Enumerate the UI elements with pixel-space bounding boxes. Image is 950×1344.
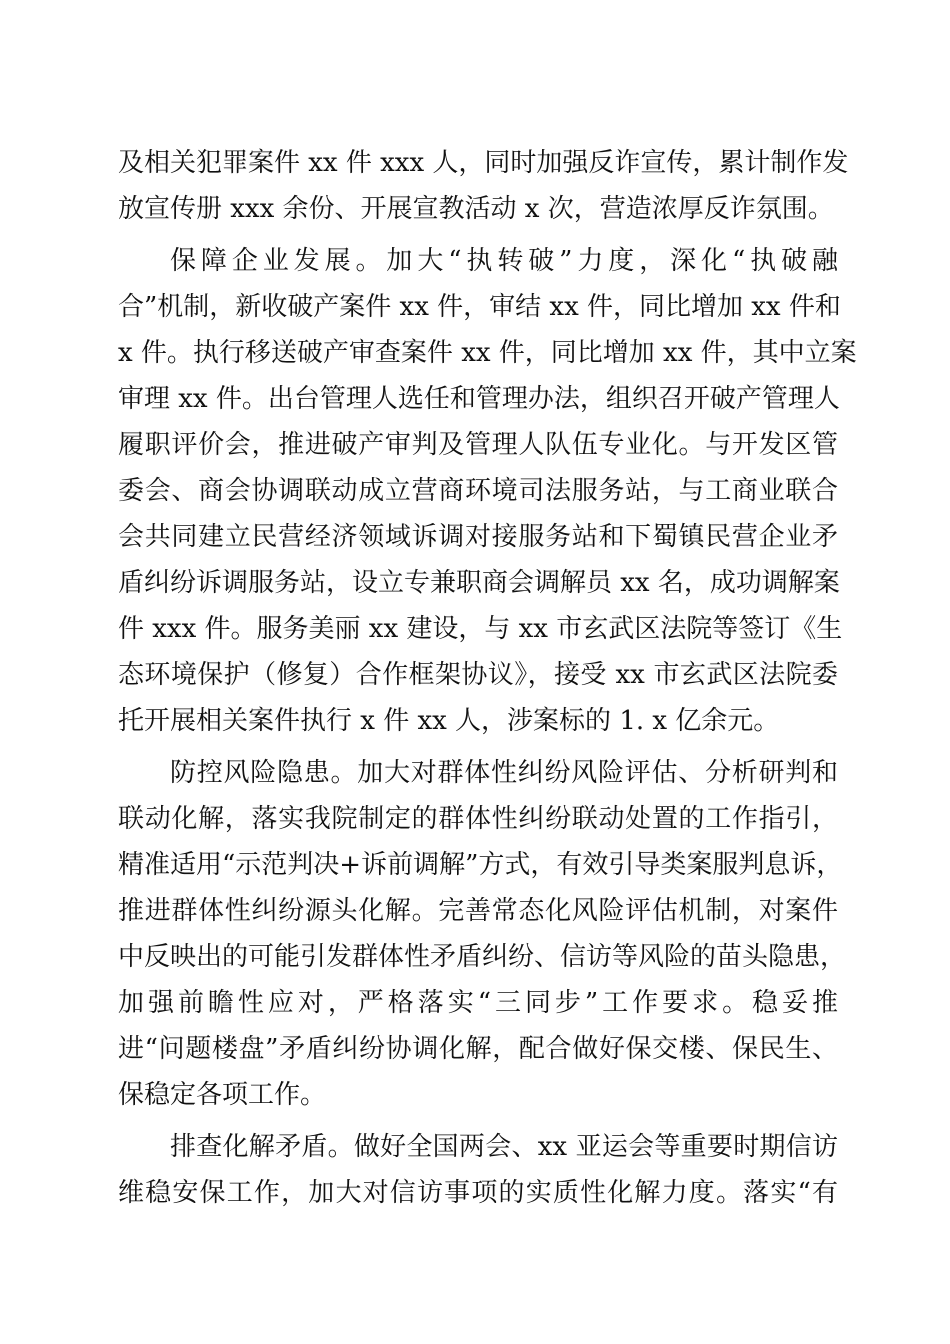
- text-line: 委会、商会协调联动成立营商环境司法服务站，与工商业联合: [118, 476, 838, 506]
- text-line: x 件。执行移送破产审查案件 xx 件，同比增加 xx 件，其中立案: [118, 338, 857, 368]
- text-line: 保障企业发展。加大“执转破”力度，深化“执破融: [170, 246, 838, 276]
- text-line: 托开展相关案件执行 x 件 xx 人，涉案标的 1. x 亿余元。: [118, 706, 780, 736]
- text-line: 保稳定各项工作。: [118, 1080, 327, 1110]
- text-line: 推进群体性纠纷源头化解。完善常态化风险评估机制，对案件: [118, 896, 838, 926]
- anti-fraud-paragraph-tail: [118, 140, 849, 232]
- text-line: 维稳安保工作，加大对信访事项的实质性化解力度。落实“有: [118, 1178, 838, 1208]
- text-line: 精准适用“示范判决+诉前调解”方式，有效引导类案服判息诉，: [118, 850, 843, 880]
- text-line: 中反映出的可能引发群体性矛盾纠纷、信访等风险的苗头隐患，: [118, 942, 847, 972]
- document-body: [118, 140, 857, 1216]
- text-line: 态环境保护（修复）合作框架协议》，接受 xx 市玄武区法院委: [118, 660, 838, 690]
- text-line: 审理 xx 件。出台管理人选任和管理办法，组织召开破产管理人: [118, 384, 840, 414]
- text-line: 盾纠纷诉调服务站，设立专兼职商会调解员 xx 名，成功调解案: [118, 568, 840, 598]
- text-line: 联动化解，落实我院制定的群体性纠纷联动处置的工作指引，: [118, 804, 838, 834]
- text-line: 会共同建立民营经济领域诉调对接服务站和下蜀镇民营企业矛: [118, 522, 838, 552]
- text-line: 排查化解矛盾。做好全国两会、xx 亚运会等重要时期信访: [170, 1132, 838, 1162]
- text-line: 履职评价会，推进破产审判及管理人队伍专业化。与开发区管: [118, 430, 838, 460]
- text-line: 防控风险隐患。加大对群体性纠纷风险评估、分析研判和: [170, 758, 838, 788]
- text-line: 加强前瞻性应对，严格落实“三同步”工作要求。稳妥推: [118, 988, 838, 1018]
- dispute-resolution-paragraph: [118, 1124, 838, 1216]
- enterprise-development-paragraph: [118, 238, 857, 744]
- text-line: 件 xxx 件。服务美丽 xx 建设，与 xx 市玄武区法院等签订《生: [118, 614, 843, 644]
- text-line: 进“问题楼盘”矛盾纠纷协调化解，配合做好保交楼、保民生、: [118, 1034, 838, 1064]
- text-line: 及相关犯罪案件 xx 件 xxx 人，同时加强反诈宣传，累计制作发: [118, 148, 849, 178]
- risk-control-paragraph: [118, 750, 847, 1118]
- text-line: 合”机制，新收破产案件 xx 件，审结 xx 件，同比增加 xx 件和: [118, 292, 841, 322]
- text-line: 放宣传册 xxx 余份、开展宣教活动 x 次，营造浓厚反诈氛围。: [118, 194, 834, 224]
